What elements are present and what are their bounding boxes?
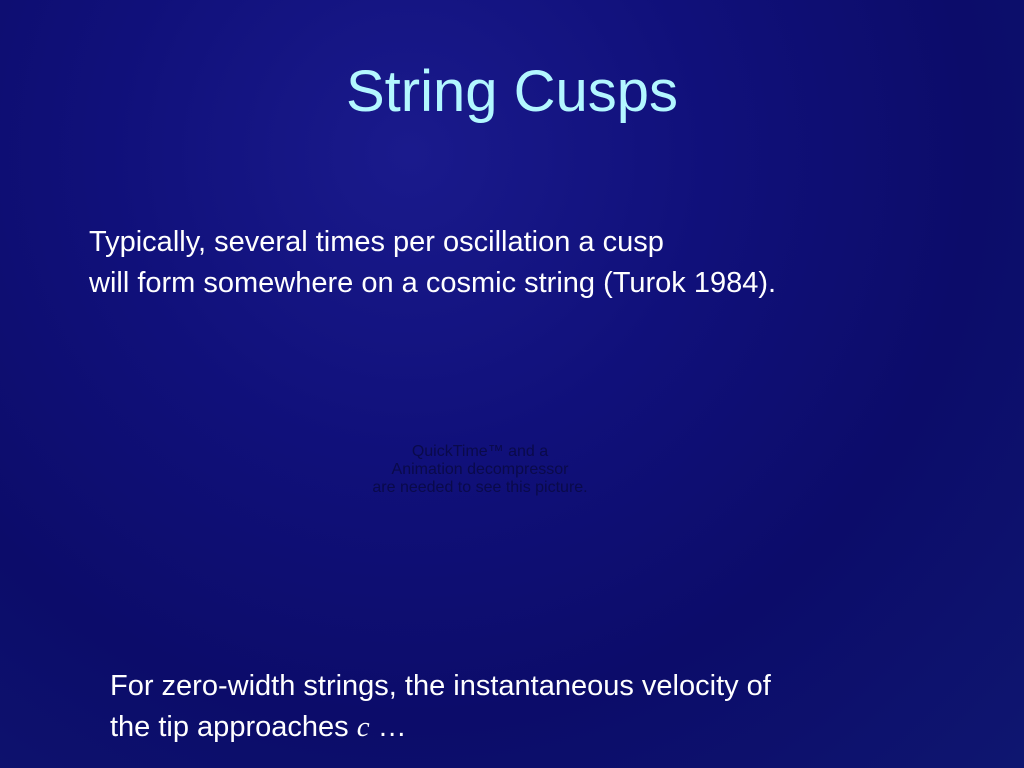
intro-line-2: will form somewhere on a cosmic string (Turok 1984). [89,267,777,299]
outro-line-2-prefix: the tip approaches [110,711,349,743]
quicktime-placeholder [330,443,630,497]
outro-text [110,666,990,748]
placeholder-line-3: are needed to see this picture. [372,479,588,496]
outro-line-2 [110,707,990,748]
outro-ellipsis: … [377,711,407,743]
placeholder-line-2: Animation decompressor [391,461,569,478]
intro-line-1: Typically, several times per oscillation a cusp [89,226,664,258]
outro-line-1: For zero-width strings, the instantaneous velocity of [110,670,771,702]
slide-title: String Cusps [345,59,679,124]
speed-of-light-variable: c [356,711,370,743]
intro-text [89,222,969,304]
placeholder-line-1: QuickTime™ and a [411,443,549,460]
